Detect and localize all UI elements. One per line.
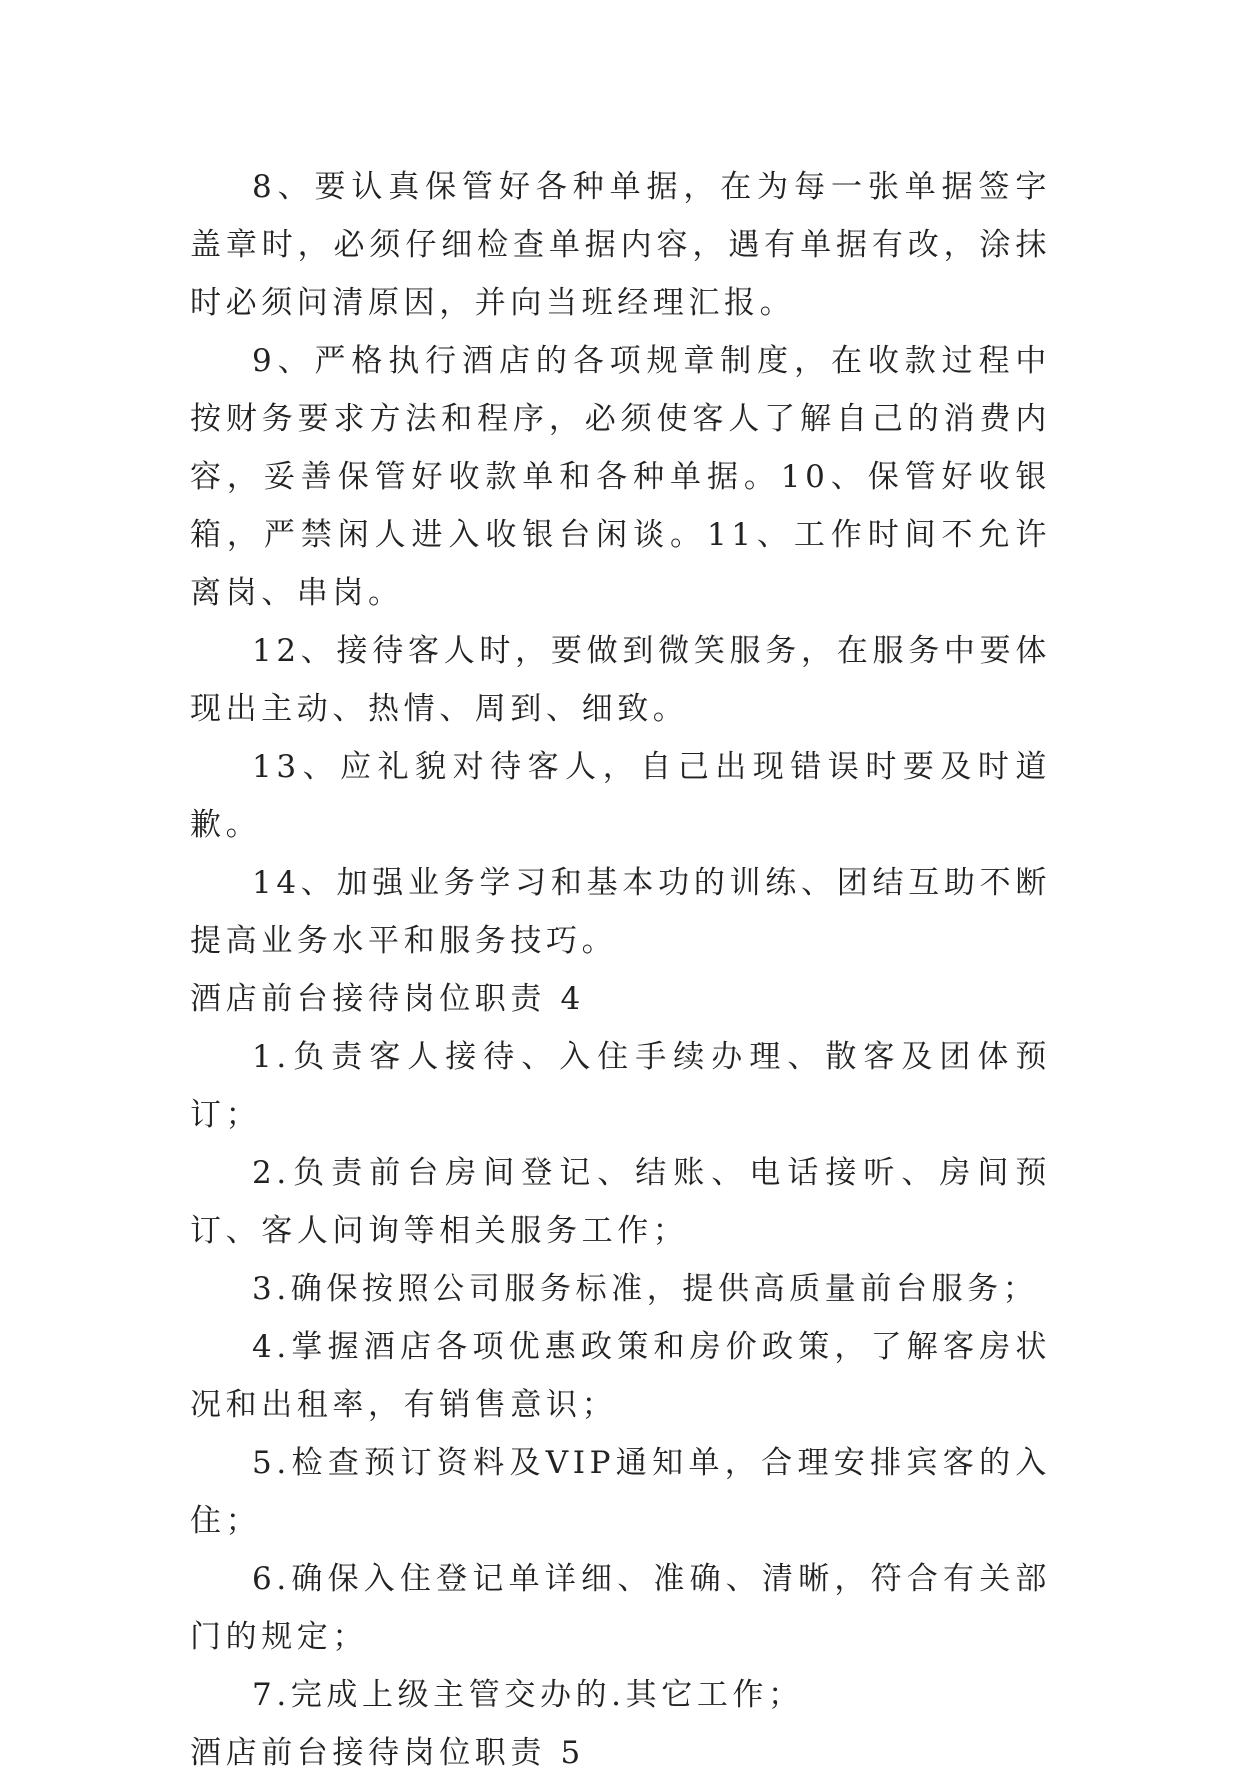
paragraph-item-13: 13、应礼貌对待客人，自己出现错误时要及时道歉。 bbox=[190, 749, 1051, 843]
section-heading-5: 酒店前台接待岗位职责 5 bbox=[190, 1735, 585, 1771]
paragraph-item-12: 12、接待客人时，要做到微笑服务，在服务中要体现出主动、热情、周到、细致。 bbox=[190, 633, 1051, 727]
document-body bbox=[190, 158, 1051, 1782]
paragraph-item-9-11: 9、严格执行酒店的各项规章制度，在收款过程中按财务要求方法和程序，必须使客人了解自己的消费内容，妥善保管好收款单和各种单据。10、保管好收银箱，严禁闲人进入收银台闲谈。11、工作时间不允许离岗、串岗。 bbox=[190, 343, 1051, 611]
duty-item-7: 7.完成上级主管交办的.其它工作； bbox=[252, 1677, 804, 1713]
paragraph-item-14: 14、加强业务学习和基本功的训练、团结互助不断提高业务水平和服务技巧。 bbox=[190, 865, 1051, 959]
duty-item-1: 1.负责客人接待、入住手续办理、散客及团体预订； bbox=[190, 1039, 1051, 1133]
duty-item-3: 3.确保按照公司服务标准，提供高质量前台服务； bbox=[252, 1271, 1039, 1307]
section-heading-4: 酒店前台接待岗位职责 4 bbox=[190, 981, 585, 1017]
duty-item-2: 2.负责前台房间登记、结账、电话接听、房间预订、客人问询等相关服务工作； bbox=[190, 1155, 1051, 1249]
paragraph-item-8: 8、要认真保管好各种单据，在为每一张单据签字盖章时，必须仔细检查单据内容，遇有单据有改，涂抹时必须问清原因，并向当班经理汇报。 bbox=[190, 169, 1051, 321]
duty-item-6: 6.确保入住登记单详细、准确、清晰，符合有关部门的规定； bbox=[190, 1561, 1051, 1655]
duty-item-4: 4.掌握酒店各项优惠政策和房价政策，了解客房状况和出租率，有销售意识； bbox=[190, 1329, 1051, 1423]
duty-item-5: 5.检查预订资料及VIP通知单，合理安排宾客的入住； bbox=[190, 1445, 1051, 1539]
